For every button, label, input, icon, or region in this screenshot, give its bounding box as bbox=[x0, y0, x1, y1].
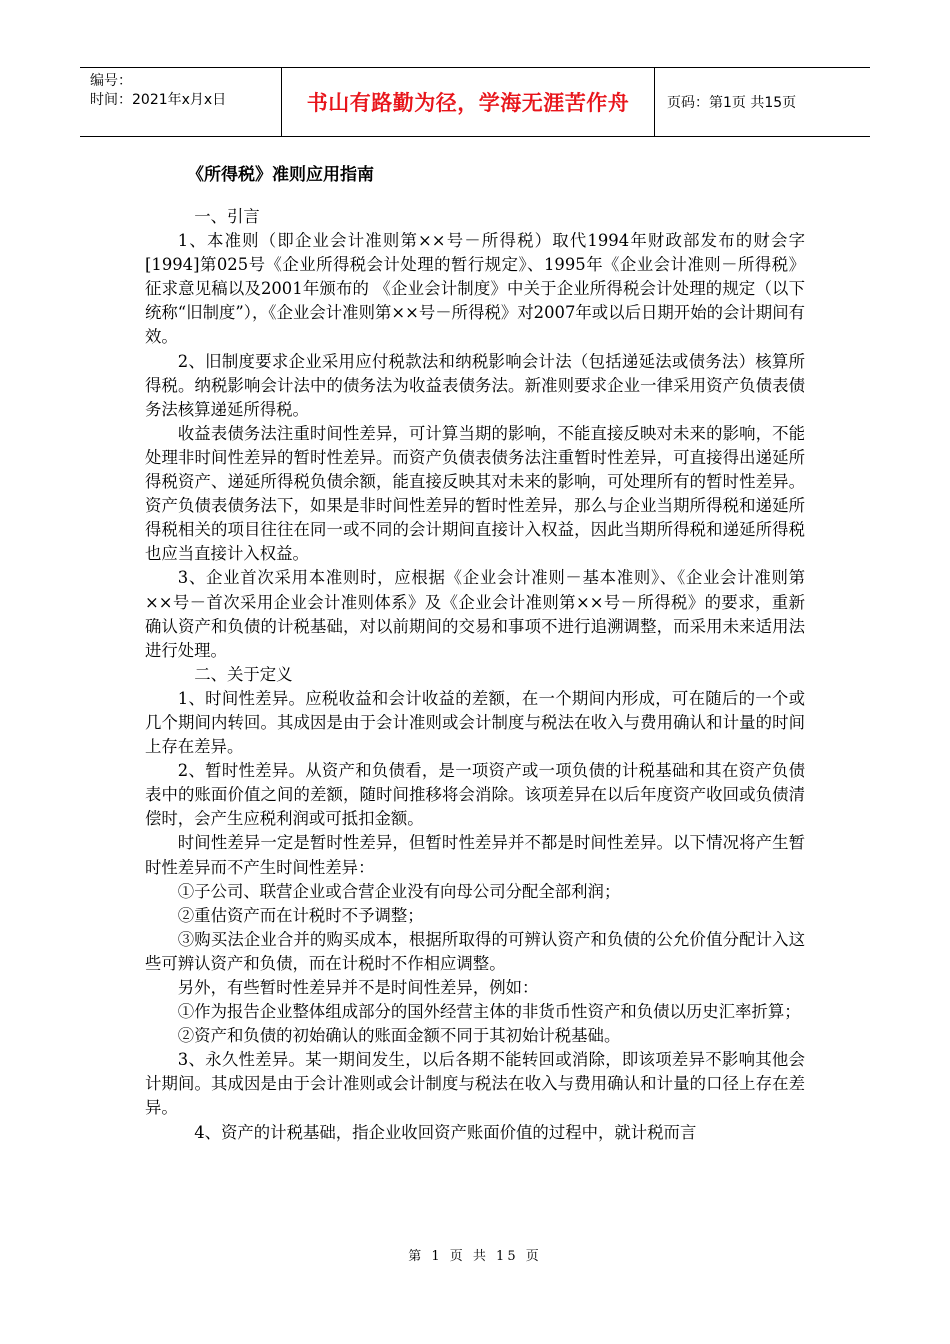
header-page-info: 页码：第1页 共15页 bbox=[667, 95, 797, 111]
paragraph: ②资产和负债的初始确认的账面金额不同于其初始计税基础。 bbox=[177, 1026, 621, 1046]
section-heading: 二、关于定义 bbox=[194, 664, 293, 684]
paragraph: 3、企业首次采用本准则时，应根据《企业会计准则－基本准则》、《企业会计准则第××号－首次采用企业会计准则体系》及《企业会计准则第××号－所得税》的要求，重新确认资产和负债的计税基础，对以前期间的交易和事项不进行追溯调整，而采用未来适用法进行处理。 bbox=[145, 568, 805, 660]
page-footer: 第 1 页 共 15 页 bbox=[408, 1249, 542, 1264]
header-meta bbox=[80, 68, 281, 136]
paragraph: 收益表债务法注重时间性差异，可计算当期的影响，不能直接反映对未来的影响，不能处理非时间性差异的暂时性差异。而资产负债表债务法注重暂时性差异，可直接得出递延所得税资产、递延所得税负债余额，能直接反映其对未来的影响，可处理所有的暂时性差异。资产负债表债务法下，如果是非时间性差异的暂时性差异，那么与企业当期所得税和递延所得税相关的项目往往在同一或不同的会计期间直接计入权益，因此当期所得税和递延所得税也应当直接计入权益。 bbox=[145, 423, 805, 564]
paragraph: ①子公司、联营企业或合营企业没有向母公司分配全部利润； bbox=[177, 881, 621, 901]
section-heading: 4、资产的计税基础，指企业收回资产账面价值的过程中，就计税而言 bbox=[194, 1122, 697, 1142]
paragraph: 2、旧制度要求企业采用应付税款法和纳税影响会计法（包括递延法或债务法）核算所得税。纳税影响会计法中的债务法为收益表债务法。新准则要求企业一律采用资产负债表债务法核算递延所得税。 bbox=[145, 351, 805, 419]
paragraph: 时间性差异一定是暂时性差异，但暂时性差异并不都是时间性差异。以下情况将产生暂时性差异而不产生时间性差异： bbox=[145, 833, 805, 877]
paragraph: 另外，有些暂时性差异并不是时间性差异，例如： bbox=[177, 978, 539, 997]
paragraph: 1、时间性差异。应税收益和会计收益的差额，在一个期间内形成，可在随后的一个或几个期间内转回。其成因是由于会计准则或会计制度与税法在收入与费用确认和计量的时间上存在差异。 bbox=[145, 688, 805, 757]
document-title: 《所得税》准则应用指南 bbox=[187, 165, 374, 185]
paragraph: ③购买法企业合并的购买成本，根据所取得的可辨认资产和负债的公允价值分配计入这些可辨认资产和负债，而在计税时不作相应调整。 bbox=[145, 929, 805, 973]
paragraph: 3、永久性差异。某一期间发生，以后各期不能转回或消除，即该项差异不影响其他会计期间。其成因是由于会计准则或会计制度与税法在收入与费用确认和计量的口径上存在差异。 bbox=[145, 1050, 805, 1118]
paragraph: ①作为报告企业整体组成部分的国外经营主体的非货币性资产和负债以历史汇率折算； bbox=[177, 1002, 801, 1022]
document-body bbox=[145, 205, 805, 1145]
doc-date: 时间：2021年x月x日 bbox=[90, 92, 227, 108]
doc-number-label: 编号： bbox=[90, 73, 132, 89]
section-heading: 一、引言 bbox=[194, 207, 260, 226]
paragraph: 1、本准则（即企业会计准则第××号－所得税）取代1994年财政部发布的财会字[1994]第025号《企业所得税会计处理的暂行规定》、1995年《企业会计准则－所得税》征求意见稿以及2001年颁布的 《企业会计制度》中关于企业所得税会计处理的规定（以下统称“旧制度”），《企业会计准则第××号－所得税》对2007年或以后日期开始的会计期间有效。 bbox=[145, 231, 805, 347]
paragraph: 2、暂时性差异。从资产和负债看，是一项资产或一项负债的计税基础和其在资产负债表中的账面价值之间的差额，随时间推移将会消除。该项差异在以后年度资产收回或负债清偿时，会产生应税利润或可抵扣金额。 bbox=[145, 761, 805, 829]
header-motto: 书山有路勤为径，学海无涯苦作舟 bbox=[281, 68, 655, 136]
page-header bbox=[80, 67, 870, 137]
paragraph: ②重估资产而在计税时不予调整； bbox=[177, 905, 424, 925]
